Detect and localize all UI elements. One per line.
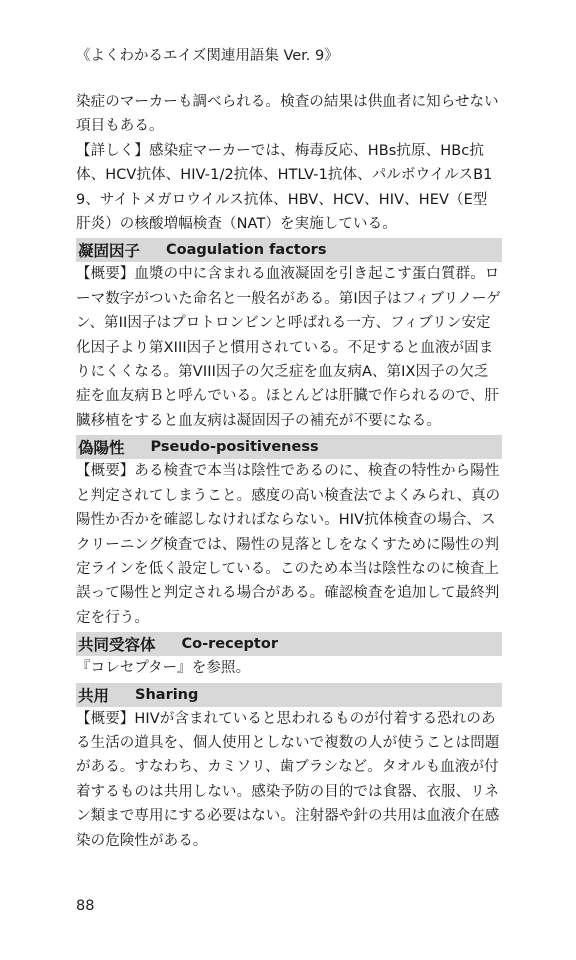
term-heading-sharing	[76, 683, 502, 707]
term-japanese: 共同受容体	[78, 636, 156, 655]
intro-paragraph: 染症のマーカーも調べられる。検査の結果は供血者に知らせない項目もある。	[76, 94, 499, 135]
term-definition: 『コレセプター』を参照。	[76, 660, 251, 677]
term-heading-co-receptor	[76, 632, 502, 656]
term-heading-pseudo-positiveness	[76, 435, 502, 459]
term-japanese: 共用	[78, 686, 110, 705]
running-header: 《よくわかるエイズ関連用語集 Ver. 9》	[76, 48, 339, 64]
term-english: Co-receptor	[181, 636, 278, 653]
term-english: Coagulation factors	[166, 242, 327, 259]
term-heading-coagulation-factors	[76, 238, 502, 262]
page-body	[76, 90, 502, 853]
page-number: 88	[76, 898, 95, 914]
term-english: Sharing	[135, 686, 199, 703]
intro-detail-paragraph: 【詳しく】感染症マーカーでは、梅毒反応、HBs抗原、HBc抗体、HCV抗体、HIV-1/2抗体、HTLV-1抗体、パルボウイルスB19、サイトメガロウイルス抗体、HBV、HCV、HIV、HEV（E型肝炎）の核酸増幅検査（NAT）を実施している。	[76, 142, 493, 233]
term-definition: 【概要】血漿の中に含まれる血液凝固を引き起こす蛋白質群。ローマ数字がついた命名と一般名がある。第I因子はフィブリノーゲン、第II因子はプロトロンビンと呼ばれる一方、フィブリン安定化因子より第XIII因子と慣用されている。不足すると血液が固まりにくくなる。第VIII因子の欠乏症を血友病A、第IX因子の欠乏症を血友病Ｂと呼んでいる。ほとんどは肝臓で作られるので、肝臓移植をすると血友病は凝固因子の補充が不要になる。	[76, 266, 502, 429]
term-japanese: 偽陽性	[78, 439, 125, 458]
term-definition: 【概要】HIVが含まれていると思われるものが付着する恐れのある生活の道具を、個人使用としないで複数の人が使うことは問題がある。すなわち、カミソリ、歯ブラシなど。タオルも血液が付着するものは共用しない。感染予防の目的では食器、衣服、リネン類まで専用にする必要はない。注射器や針の共用は血液介在感染の危険性がある。	[76, 710, 500, 849]
term-japanese: 凝固因子	[78, 242, 141, 261]
term-english: Pseudo-positiveness	[150, 439, 319, 456]
term-definition: 【概要】ある検査で本当は陰性であるのに、検査の特性から陽性と判定されてしまうこと。感度の高い検査法でよくみられ、真の陽性か否かを確認しなければならない。HIV抗体検査の場合、スクリーニング検査では、陽性の見落としをなくすために陽性の判定ラインを低く設定している。このため本当は陰性なのに検査上誤って陽性と判定される場合がある。確認検査を追加して最終判定を行う。	[76, 463, 501, 626]
